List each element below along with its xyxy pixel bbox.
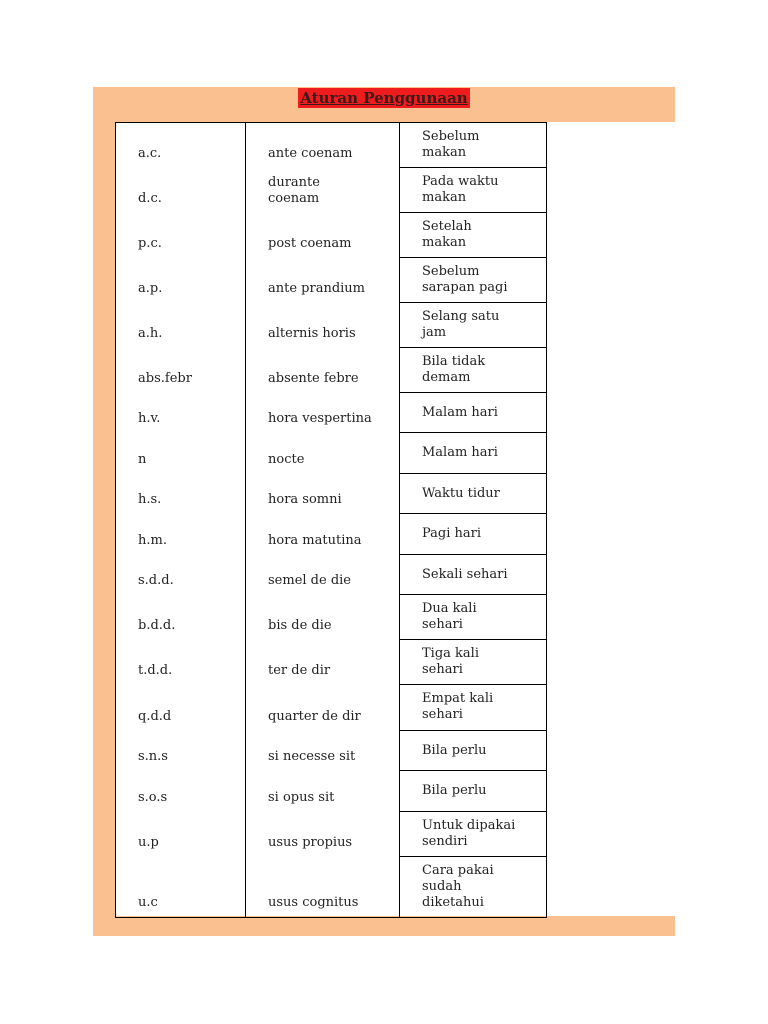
abbreviation-cell: a.p. xyxy=(116,258,246,303)
table-row xyxy=(116,640,547,685)
meaning-cell: Pada waktu makan xyxy=(400,168,547,213)
table-row xyxy=(116,857,547,918)
latin-term-cell: hora matutina xyxy=(246,514,400,555)
meaning-cell: Sekali sehari xyxy=(400,555,547,595)
meaning-cell: Bila tidak demam xyxy=(400,348,547,393)
abbreviation-cell: h.s. xyxy=(116,474,246,514)
meaning-cell: Tiga kali sehari xyxy=(400,640,547,685)
latin-term-cell: semel de die xyxy=(246,555,400,595)
table-row xyxy=(116,685,547,731)
table-row xyxy=(116,393,547,433)
meaning-cell: Empat kali sehari xyxy=(400,685,547,731)
latin-term-cell: bis de die xyxy=(246,595,400,640)
meaning-cell: Waktu tidur xyxy=(400,474,547,514)
page-title: Aturan Penggunaan xyxy=(300,89,468,107)
abbreviation-cell: s.n.s xyxy=(116,731,246,771)
meaning-cell: Pagi hari xyxy=(400,514,547,555)
abbreviation-cell: s.o.s xyxy=(116,771,246,812)
abbreviation-cell: b.d.d. xyxy=(116,595,246,640)
meaning-cell: Untuk dipakai sendiri xyxy=(400,812,547,857)
abbreviation-cell: n xyxy=(116,433,246,474)
table-row xyxy=(116,771,547,812)
meaning-cell: Sebelum sarapan pagi xyxy=(400,258,547,303)
latin-term-cell: alternis horis xyxy=(246,303,400,348)
meaning-cell: Malam hari xyxy=(400,433,547,474)
abbreviation-cell: d.c. xyxy=(116,168,246,213)
meaning-cell: Bila perlu xyxy=(400,771,547,812)
abbreviation-cell: q.d.d xyxy=(116,685,246,731)
table-row xyxy=(116,348,547,393)
latin-term-cell: hora vespertina xyxy=(246,393,400,433)
latin-term-cell: quarter de dir xyxy=(246,685,400,731)
meaning-cell: Malam hari xyxy=(400,393,547,433)
table-row xyxy=(116,258,547,303)
latin-term-cell: si necesse sit xyxy=(246,731,400,771)
abbreviation-cell: p.c. xyxy=(116,213,246,258)
abbreviation-cell: a.h. xyxy=(116,303,246,348)
latin-term-cell: ante prandium xyxy=(246,258,400,303)
latin-term-cell: ter de dir xyxy=(246,640,400,685)
abbreviation-cell: h.m. xyxy=(116,514,246,555)
latin-term-cell: post coenam xyxy=(246,213,400,258)
table-row xyxy=(116,812,547,857)
meaning-cell: Bila perlu xyxy=(400,731,547,771)
abbreviation-cell: a.c. xyxy=(116,123,246,168)
latin-term-cell: absente febre xyxy=(246,348,400,393)
meaning-cell: Dua kali sehari xyxy=(400,595,547,640)
abbreviation-cell: h.v. xyxy=(116,393,246,433)
latin-term-cell: nocte xyxy=(246,433,400,474)
latin-term-cell: usus propius xyxy=(246,812,400,857)
abbreviation-cell: t.d.d. xyxy=(116,640,246,685)
abbreviation-table xyxy=(115,122,547,918)
abbreviation-cell: u.c xyxy=(116,857,246,918)
table-row xyxy=(116,123,547,168)
abbreviation-cell: s.d.d. xyxy=(116,555,246,595)
table-sheet xyxy=(115,122,675,916)
meaning-cell: Sebelum makan xyxy=(400,123,547,168)
abbreviation-cell: u.p xyxy=(116,812,246,857)
latin-term-cell: hora somni xyxy=(246,474,400,514)
meaning-cell: Selang satu jam xyxy=(400,303,547,348)
latin-term-cell: durante coenam xyxy=(246,168,400,213)
title-bar xyxy=(93,87,675,122)
table-row xyxy=(116,168,547,213)
table-row xyxy=(116,433,547,474)
table-row xyxy=(116,303,547,348)
table-row xyxy=(116,595,547,640)
meaning-cell: Cara pakai sudah diketahui xyxy=(400,857,547,918)
latin-term-cell: usus cognitus xyxy=(246,857,400,918)
meaning-cell: Setelah makan xyxy=(400,213,547,258)
table-row xyxy=(116,474,547,514)
table-row xyxy=(116,731,547,771)
latin-term-cell: si opus sit xyxy=(246,771,400,812)
table-row xyxy=(116,213,547,258)
table-row xyxy=(116,555,547,595)
table-row xyxy=(116,514,547,555)
latin-term-cell: ante coenam xyxy=(246,123,400,168)
abbreviation-cell: abs.febr xyxy=(116,348,246,393)
